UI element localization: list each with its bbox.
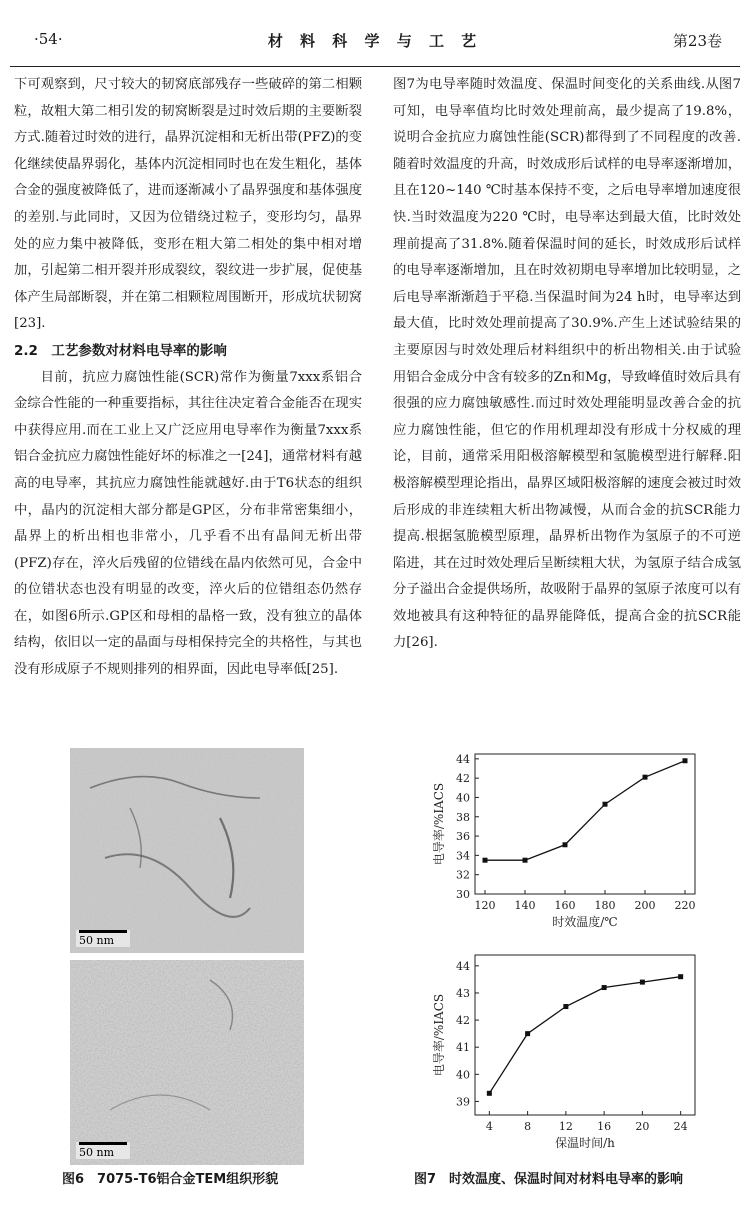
- y-tick-label: 40: [456, 1068, 470, 1082]
- x-tick-label: 180: [594, 899, 616, 912]
- y-tick-label: 42: [456, 772, 470, 786]
- scale-bar-top: [76, 930, 130, 947]
- data-point: [523, 858, 528, 863]
- data-point: [563, 1004, 568, 1009]
- figure-7-caption: 图7 时效温度、保温时间对材料电导率的影响: [414, 1172, 684, 1187]
- data-point: [603, 802, 608, 807]
- left-paragraph-2: 目前，抗应力腐蚀性能(SCR)常作为衡量7xxx系铝合金综合性能的一种重要指标，其往往决定着合金能否在现实中获得应用.而在工业上又广泛应用电导率作为衡量7xxx系铝合金抗应力腐蚀性能好坏的标准之一[24]，通常材料有越高的电导率，其抗应力腐蚀性能就越好.由于T6状态的组织中，晶内的沉淀相大部分都是GP区，分布非常密集细小，晶界上的析出相也非常小，几乎看不出有晶间无析出带(PFZ)存在，淬火后残留的位错线在晶内依然可见，合金中的位错状态也没有明显的改变，淬火后的位错组态仍然存在，如图6所示.GP区和母相的晶格一致，没有独立的晶体结构，依旧以一定的晶面与母相保持完全的共格性，与其也没有形成原子不规则排列的相界面，因此电导率低[25].: [14, 369, 362, 678]
- y-tick-label: 40: [456, 791, 470, 805]
- y-tick-label: 44: [456, 752, 470, 766]
- page-number: ·54·: [34, 30, 63, 48]
- y-tick-label: 30: [456, 888, 470, 901]
- x-tick-label: 160: [554, 899, 576, 912]
- x-axis-label: 时效温度/℃: [552, 915, 618, 929]
- tem-micrograph-top: [70, 748, 304, 953]
- left-column: [14, 72, 362, 684]
- y-tick-label: 32: [456, 868, 470, 882]
- left-paragraph-1: 下可观察到，尺寸较大的韧窝底部残存一些破碎的第二相颗粒，故粗大第二相引发的韧窝断裂是过时效后期的主要断裂方式.随着过时效的进行，晶界沉淀相和无析出带(PFZ)的变化继续使晶界弱化，基体内沉淀相同时也在发生粗化，基体合金的强度被降低了，进而逐渐减小了晶界强度和基体强度的差别.与此同时，又因为位错绕过粒子，变形均匀，晶界处的应力集中被降低，变形在粗大第二相处的集中相对增加，引起第二相开裂并形成裂纹，裂纹进一步扩展，促使基体产生局部断裂，并在第二相颗粒周围断开，形成坑状韧窝[23].: [14, 77, 362, 332]
- data-point: [563, 842, 568, 847]
- series-line: [489, 977, 680, 1094]
- chart-top-group: [431, 753, 696, 929]
- scale-label-top: 50 nm: [79, 934, 115, 947]
- x-tick-label: 200: [634, 899, 656, 912]
- data-point: [525, 1031, 530, 1036]
- series-line: [485, 761, 685, 860]
- x-tick-label: 16: [597, 1120, 612, 1133]
- x-tick-label: 20: [635, 1120, 650, 1133]
- x-tick-label: 140: [514, 899, 536, 912]
- data-point: [602, 985, 607, 990]
- volume-label: 第23卷: [672, 32, 722, 50]
- x-tick-label: 220: [674, 899, 696, 912]
- scale-bar-bottom: [76, 1142, 130, 1159]
- figure-7: [420, 748, 720, 1163]
- page-header: [10, 10, 740, 67]
- y-tick-label: 39: [456, 1095, 470, 1109]
- data-point: [678, 974, 683, 979]
- y-tick-label: 38: [456, 810, 470, 824]
- figure-6: [70, 748, 304, 1165]
- x-tick-label: 8: [524, 1120, 532, 1133]
- y-axis-label: 电导率/%IACS: [432, 993, 446, 1077]
- data-point: [640, 980, 645, 985]
- data-point: [643, 775, 648, 780]
- tem-image-bottom: [70, 960, 304, 1165]
- chart-temperature: [420, 748, 720, 943]
- y-tick-label: 36: [456, 830, 470, 844]
- right-paragraph-1: 图7为电导率随时效温度、保温时间变化的关系曲线.从图7可知，电导率值均比时效处理前高，最少提高了19.8%，说明合金抗应力腐蚀性能(SCR)都得到了不同程度的改善.随着时效温度的升高，时效成形后试样的电导率逐渐增加，且在120~140 ℃时基本保持不变，之后电导率增加速度很快.当时效温度为220 ℃时，电导率达到最大值，比时效处理前提高了31.8%.随着保温时间的延长，时效成形后试样的电导率逐渐增加，且在时效初期电导率增加比较明显，之后电导率渐渐趋于平稳.当保温时间为24 h时，电导率达到最大值，比时效处理前提高了30.9%.产生上述试验结果的主要原因与时效处理后材料组织中的析出物相关.由于试验用铝合金成分中含有较多的Zn和Mg，导致峰值时效后具有很强的应力腐蚀敏感性.而过时效处理能明显改善合金的抗应力腐蚀性能，但它的作用机理却没有形成十分权威的理论，目前，通常采用阳极溶解模型和氢脆模型进行解释.阳极溶解模型理论指出，晶界区域阳极溶解的速度会被过时效后形成的非连续粗大析出物减慢，从而合金的抗SCR能力提高.根据氢脆模型原理，晶界析出物作为氢原子的不可逆陷进，其在过时效处理后呈断续粗大状，为氢原子结合成氢分子溢出合金提供场所，故吸附于晶界的氢原子浓度可以有效地被具有这种特征的晶界能降低，提高合金的抗SCR能力[26].: [393, 77, 741, 651]
- x-tick-label: 12: [558, 1120, 573, 1133]
- x-tick-label: 24: [673, 1120, 688, 1133]
- section-heading: 2.2 工艺参数对材料电导率的影响: [14, 342, 227, 359]
- chart-holding-time: [420, 947, 720, 1162]
- y-tick-label: 41: [456, 1041, 470, 1055]
- x-tick-label: 4: [485, 1120, 493, 1133]
- data-point: [683, 758, 688, 763]
- scale-label-bottom: 50 nm: [79, 1146, 115, 1159]
- right-column: [393, 72, 741, 657]
- y-axis-label: 电导率/%IACS: [432, 782, 446, 866]
- chart-bottom-group: [431, 955, 695, 1150]
- data-point: [483, 858, 488, 863]
- x-tick-label: 120: [474, 899, 496, 912]
- data-point: [487, 1091, 492, 1096]
- y-tick-label: 42: [456, 1014, 470, 1028]
- figure-6-caption: 图6 7075-T6铝合金TEM组织形貌: [62, 1172, 279, 1187]
- x-axis-label: 保温时间/h: [555, 1136, 615, 1150]
- tem-micrograph-bottom: [70, 960, 304, 1165]
- journal-title: 材 料 科 学 与 工 艺: [267, 32, 483, 50]
- y-tick-label: 44: [456, 959, 470, 973]
- tem-image-top: [70, 748, 304, 953]
- y-tick-label: 43: [456, 986, 470, 1000]
- y-tick-label: 34: [456, 849, 470, 863]
